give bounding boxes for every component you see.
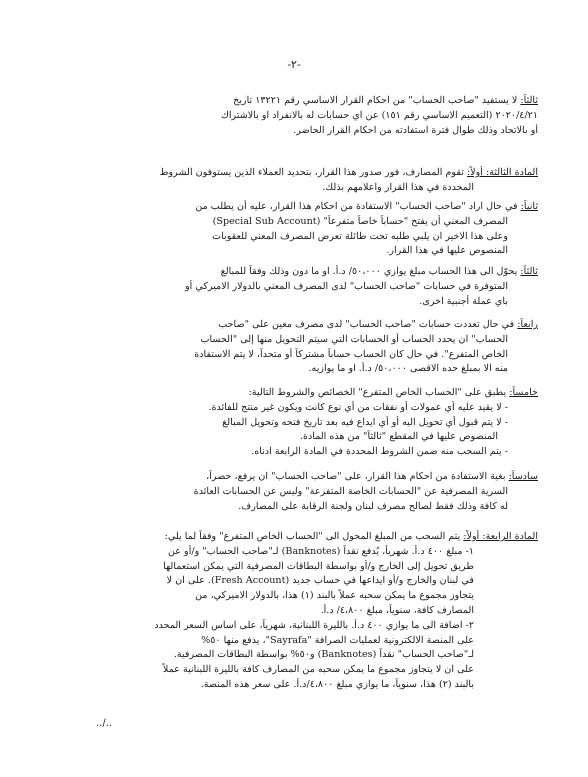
text-line: يحوّل الى هذا الحساب مبلغ يوازي ٥٠،٠٠٠/ د.أ. او ما دون وذلك وفقاً للمبالغ [220, 266, 518, 277]
text-line: في حال اراد "صاحب الحساب" الاستفادة من احكام هذا القرار، عليه أن يطلب من [195, 201, 518, 212]
page-number: -٢- [287, 58, 301, 71]
text-line: ٢٠٢٠/٤/٢١ (التعميم الاساسي رقم ١٥١) عن اي حسابات له بالانفراد او بالاشتراك [220, 109, 538, 121]
text-line: في لبنان والخارج و/أو ايداعها في حساب جديد (Fresh Account). على ان لا [166, 575, 474, 587]
article-three-fifth [50, 386, 538, 460]
list-item: ٢- اضافة الى ما يوازي ٤٠٠ د.أ. بالليرة اللبنانية، شهرياً، على اساس السعر المحدد [154, 619, 474, 631]
paragraph-third-a [50, 94, 538, 138]
text-line: أو بالاتحاد وذلك طوال فترة استفادته من احكام القرار الحاضر. [293, 124, 538, 136]
article-three-sixth [50, 470, 538, 514]
article-three-first [50, 166, 538, 196]
text-line: المصرف المعني أن يفتح "حساباً خاصاً متفرعاً" (Special Sub Account) [212, 215, 508, 227]
section-label: ثالثاً: [520, 95, 538, 106]
text-line: بغية الاستفادة من احكام هذا القرار، على "صاحب الحساب" ان يرفع، حصراً، [206, 471, 506, 482]
section-label: ثالثاً: [520, 266, 538, 277]
text-line: منه الا بمبلغ حده الاقصى ٥٠،٠٠٠/ د.أ. او ما يوازيه. [308, 363, 508, 375]
section-label: سادساً: [508, 471, 538, 482]
section-label: رابعاً: [517, 319, 538, 330]
text-line: يتجاوز مجموع ما يمكن سحبه عملاً بالبند (١) هذا، بالدولار الاميركي، من [195, 590, 474, 602]
text-line: طريق تحويل إلى الخارج و/أو بواسطة البطاقات المصرفية التي يمكن استعمالها [163, 560, 474, 572]
section-label: خامساً: [509, 387, 538, 398]
text-line: المنصوص عليها في هذا القرار. [386, 245, 508, 257]
text-line: على ان لا يتجاوز مجموع ما يمكن سحبه من المصارف كافة بالليرة اللبنانية عملاً [162, 664, 474, 676]
list-item: - لا يقيد عليه أي عمولات أو نفقات من أي نوع كانت ويكون غير منتج للفائدة. [208, 401, 508, 413]
section-label: المادة الثالثة: أولاً: [466, 167, 538, 178]
article-three-second [50, 200, 538, 259]
text-line: الخاص المتفرع". في حال كان الحساب حساباً مشتركاً أو متحداً، لا يتم الاستفادة [194, 348, 508, 360]
text-line: لـ"صاحب الحساب" نقداً (Banknotes) و٥٠% بواسطة البطاقات المصرفية. [173, 649, 474, 661]
text-line: باي عملة أجنبية اخرى. [419, 295, 508, 307]
text-line: في حال تعددت حسابات "صاحب الحساب" لدى مصرف معين على "صاحب [218, 319, 515, 330]
text-line: وعلى هذا الاخير ان يلبي طلبه تحت طائلة تعرض المصرف المعني للعقوبات [212, 230, 508, 242]
text-line: له كافة وذلك فقط لصالح مصرف لبنان ولجنة الرقابة على المصارف. [238, 500, 508, 512]
list-item: المنصوص عليها في المقطع "ثالثاً" من هذه المادة. [299, 431, 498, 443]
text-line: المتوفرة في حسابات "صاحب الحساب" لدى المصرف المعني بالدولار الاميركي أو [185, 280, 508, 292]
text-line: يطبق على "الحساب الخاص المتفرع" الخصائص والشروط التالية: [248, 387, 507, 398]
article-three-third [50, 265, 538, 309]
article-three-fourth [50, 318, 538, 377]
section-label: ثانياً: [520, 201, 538, 212]
text-line: لا يستفيد "صاحب الحساب" من احكام القرار الاساسي رقم ١٣٢٢١ تاريخ [233, 95, 518, 106]
text-line: السرية المصرفية عن "الحسابات الخاصة المتفرعة" وليس عن الحسابات العائدة [193, 485, 508, 497]
text-line: بالبند (٢) هذا، سنوياً، ما يوازي مبلغ ٤،٨٠٠/د.أ. على سعر هذه المنصة. [200, 678, 474, 690]
list-item: ١- مبلغ ٤٠٠ د.أ. شهرياً، يُدفع نقداً (Banknotes) لـ"صاحب الحساب" و/أو عن [167, 545, 474, 557]
text-line: الحساب" ان يحدد الحساب أو الحسابات التي سيتم التحويل منها إلى "الحساب [200, 333, 508, 345]
article-four-first [50, 530, 538, 693]
section-label: المادة الرابعة: أولاً: [463, 531, 538, 542]
list-item: - لا يتم قبول أي تحويل اليه أو أي ايداع فيه بعد تاريخ فتحه وتحويل المبالغ [222, 416, 508, 428]
text-line: المصارف كافة، سنوياً، مبلغ ٤،٨٠٠/ د.أ. [320, 604, 474, 616]
list-item: - يتم السحب منه ضمن الشروط المحددة في المادة الرابعة ادناه. [251, 446, 508, 458]
text-line: يتم السحب من المبلغ المحول الى "الحساب الخاص المتفرع" وفقاً لما يلي: [164, 531, 461, 542]
text-line: تقوم المصارف، فور صدور هذا القرار، بتحديد العملاء الذين يستوفون الشروط [159, 167, 464, 178]
text-line: المحددة في هذا القرار واعلامهم بذلك. [322, 181, 474, 193]
continuation-mark: ../.. [96, 718, 113, 729]
text-line: على المنصة الالكترونية لعمليات الصرافة "Sayrafa"، يدفع منها ٥٠% [201, 634, 474, 646]
